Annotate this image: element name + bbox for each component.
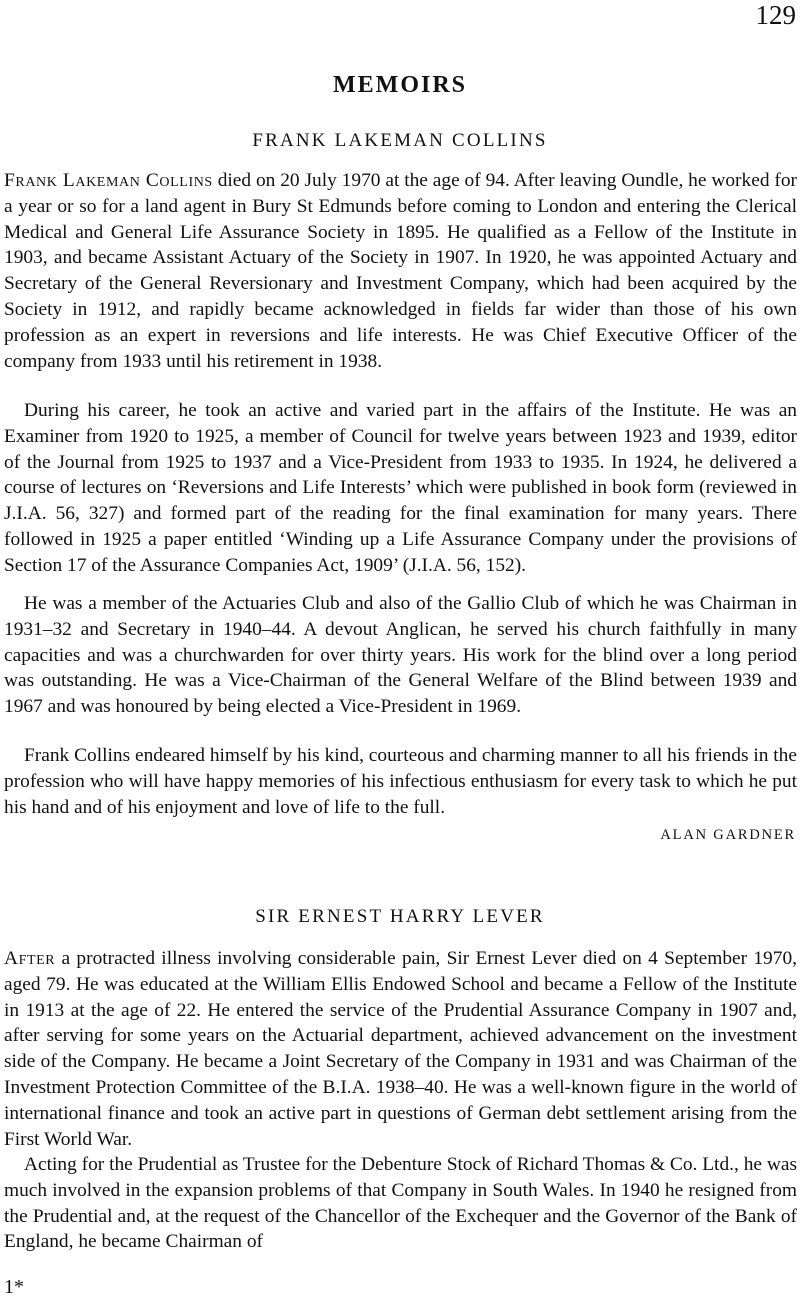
memoir-paragraph-text: died on 20 July 1970 at the age of 94. After leaving Oundle, he worked for a year or so for a land agent in Bury St Edmunds before coming to London and entering the Clerical Medical and General Life Assurance Society in 1895. He qualified as a Fellow of the Institute in 1903, and became Assistant Actuary of the Society in 1907. In 1920, he was appointed Actuary and Secretary of the General Reversionary and Investment Company, which had been acquired by the Society in 1912, and rapidly became acknowledged in fields far wider than those of his own profession as an expert in reversions and life interests. He was Chief Executive Officer of the company from 1933 until his retirement in 1938. [4,170,797,372]
memoir-paragraph-text: a protracted illness involving considerable pain, Sir Ernest Lever died on 4 September 1970, aged 79. He was educated at the William Ellis Endowed School and became a Fellow of the Institute in 1913 at the age of 22. He entered the service of the Prudential Assurance Company in 1907 and, after serving for some years on the Actuarial department, achieved advancement on the investment side of the Company. He became a Joint Secretary of the Company in 1931 and was Chairman of the Investment Protection Committee of the B.I.A. 1938–40. He was a well-known figure in the world of international finance and took an active part in questions of German debt settlement arising from the First World War. [4,948,797,1150]
memoir-paragraph: He was a member of the Actuaries Club and also of the Gallio Club of which he was Chairman in 1931–32 and Secretary in 1940–44. A devout Anglican, he served his church faithfully in many capacities and was a churchwarden for over thirty years. His work for the blind over a long period was outstanding. He was a Vice-Chairman of the General Welfare of the Blind between 1939 and 1967 and was honoured by being elected a Vice-President in 1969. [4,593,797,718]
memoir-signature: ALAN GARDNER [660,827,796,843]
memoir-title-lever: SIR ERNEST HARRY LEVER [255,906,545,927]
memoir-paragraph: Frank Collins endeared himself by his kind, courteous and charming manner to all his friends in the profession who will have happy memories of his infectious enthusiasm for every task to which he put his hand and of his enjoyment and love of life to the full. [4,745,797,818]
page-number: 129 [755,0,796,30]
memoir-paragraph: During his career, he took an active and varied part in the affairs of the Institute. He was an Examiner from 1920 to 1925, a member of Council for twelve years between 1923 and 1939, editor of the Journal from 1925 to 1937 and a Vice-President from 1933 to 1935. In 1924, he delivered a course of lectures on ‘Reversions and Life Interests’ which were published in book form (reviewed in J.I.A. 56, 327) and formed part of the reading for the final examination for many years. There followed in 1925 a paper entitled ‘Winding up a Life Assurance Company under the provisions of Section 17 of the Assurance Companies Act, 1909’ (J.I.A. 56, 152). [4,400,797,576]
memoir-lead-word: After [4,948,56,969]
footer-signature-mark: 1* [4,1276,24,1298]
memoir-lead-name: Frank Lakeman Collins [4,170,213,191]
memoir-paragraph: Acting for the Prudential as Trustee for the Debenture Stock of Richard Thomas & Co. Ltd., he was much involved in the expansion problems of that Company in South Wales. In 1940 he resigned from the Prudential and, at the request of the Chancellor of the Exchequer and the Governor of the Bank of England, he became Chairman of [4,1154,797,1253]
memoir-paragraph [4,168,797,374]
memoir-title-collins: FRANK LAKEMAN COLLINS [252,130,548,151]
section-heading: MEMOIRS [333,72,467,98]
memoir-paragraph [4,946,797,1152]
